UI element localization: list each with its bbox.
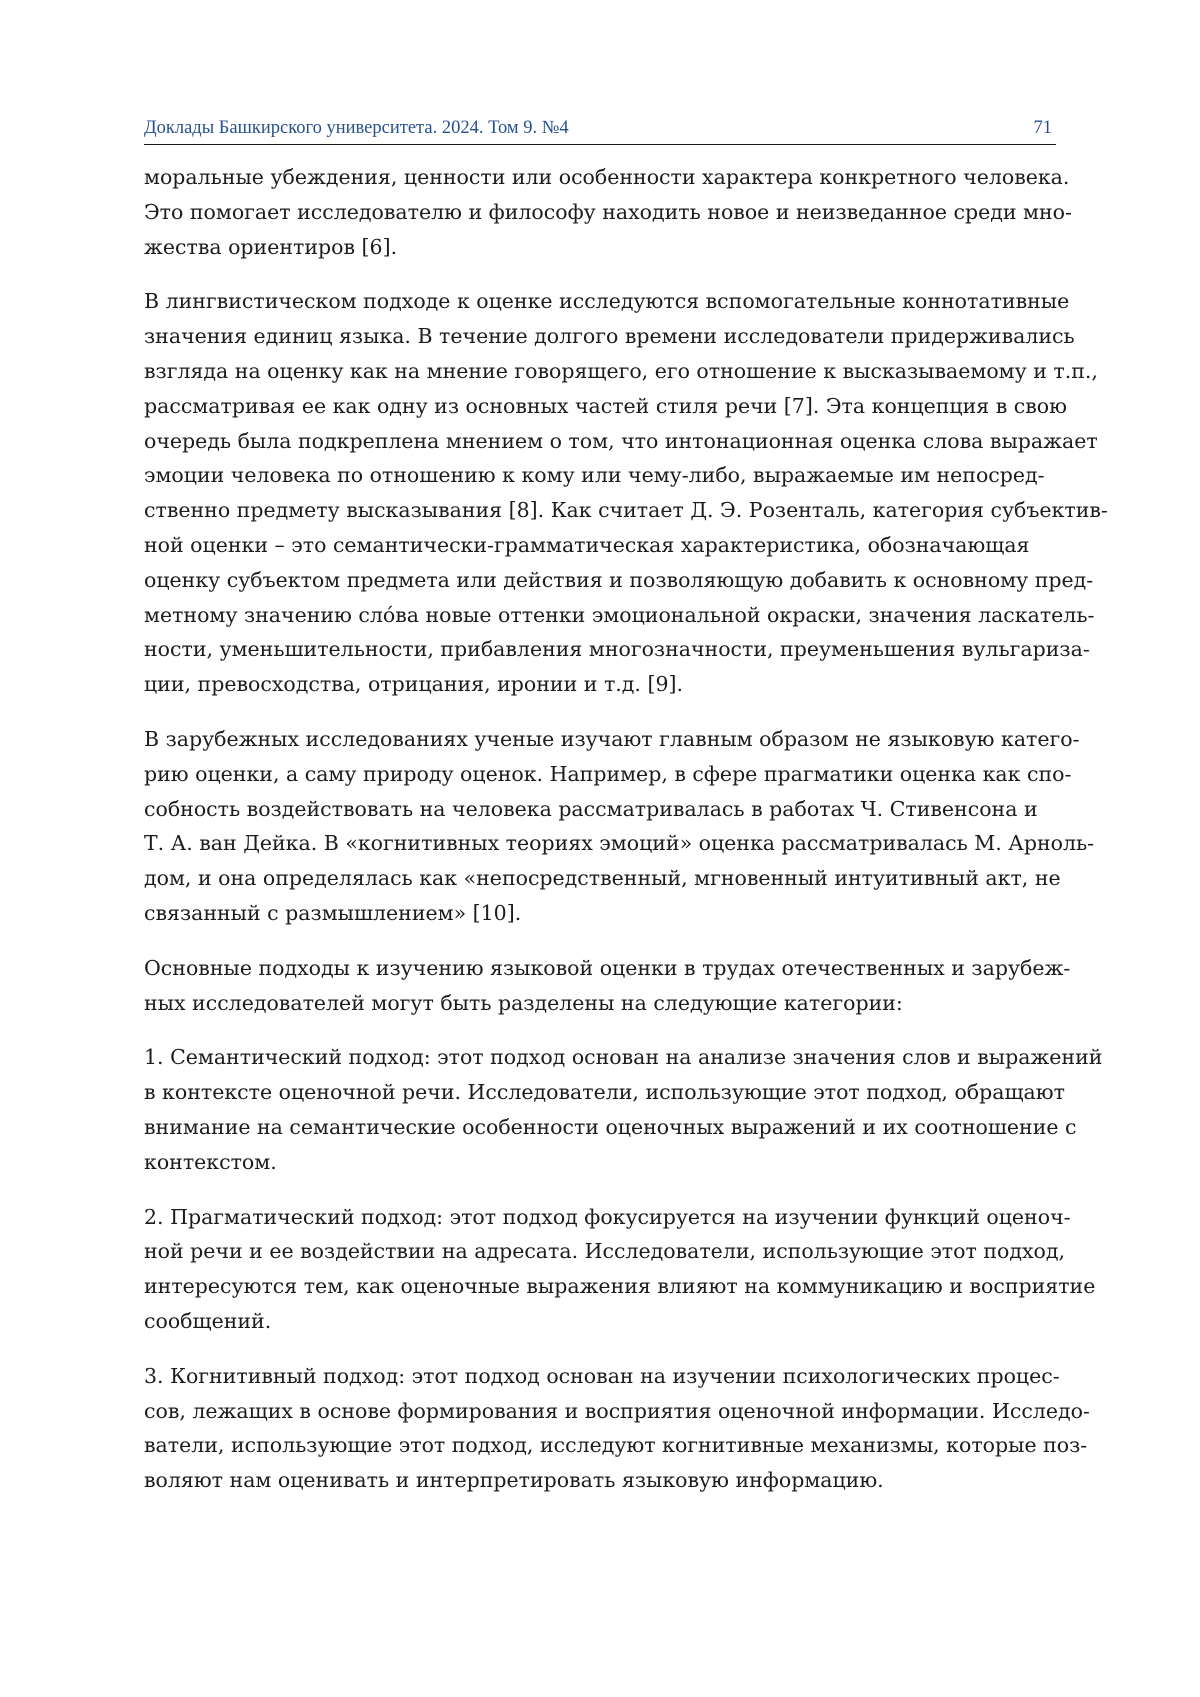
text-line: сов, лежащих в основе формирования и восприятия оценочной информации. Исследо- bbox=[144, 1398, 1090, 1423]
text-line: значения единиц языка. В течение долгого времени исследователи придерживались bbox=[144, 324, 1075, 349]
text-line: Это помогает исследователю и философу находить новое и неизведанное среди мно- bbox=[144, 199, 1072, 224]
text-line: ной оценки – это семантически-грамматическая характеристика, обозначающая bbox=[144, 532, 1030, 557]
paragraph-linguistic-approach bbox=[144, 284, 1108, 702]
text-line: 2. Прагматический подход: этот подход фокусируется на изучении функций оценоч- bbox=[144, 1204, 1071, 1229]
text-line: контекстом. bbox=[144, 1149, 277, 1174]
text-line: очередь была подкреплена мнением о том, что интонационная оценка слова выражает bbox=[144, 428, 1098, 453]
text-line: ции, превосходства, отрицания, иронии и т.д. [9]. bbox=[144, 672, 684, 697]
journal-title: Доклады Башкирского университета. 2024. Том 9. №4 bbox=[144, 118, 569, 138]
paragraph-cognitive-approach bbox=[144, 1359, 1090, 1498]
paragraph-approaches-intro bbox=[144, 951, 1071, 1021]
text-line: ных исследователей могут быть разделены на следующие категории: bbox=[144, 990, 903, 1015]
text-line: В зарубежных исследованиях ученые изучают главным образом не языковую катего- bbox=[144, 726, 1080, 751]
running-header bbox=[144, 116, 1056, 145]
text-line: в контексте оценочной речи. Исследователи, использующие этот подход, обращают bbox=[144, 1080, 1065, 1105]
text-line: дом, и она определялась как «непосредственный, мгновенный интуитивный акт, не bbox=[144, 866, 1061, 891]
text-line: внимание на семантические особенности оценочных выражений и их соотношение с bbox=[144, 1114, 1077, 1139]
text-line: В лингвистическом подходе к оценке исследуются вспомогательные коннотативные bbox=[144, 289, 1070, 314]
text-line: рию оценки, а саму природу оценок. Например, в сфере прагматики оценка как спо- bbox=[144, 761, 1072, 786]
body-text bbox=[144, 160, 1108, 1518]
text-line: метному значению сло́ва новые оттенки эмоциональной окраски, значения ласкатель- bbox=[144, 602, 1095, 627]
text-line: воляют нам оценивать и интерпретировать языковую информацию. bbox=[144, 1468, 884, 1493]
text-line: ственно предмету высказывания [8]. Как считает Д. Э. Розенталь, категория субъектив- bbox=[144, 498, 1108, 523]
paragraph-pragmatic-approach bbox=[144, 1200, 1096, 1339]
text-line: моральные убеждения, ценности или особенности характера конкретного человека. bbox=[144, 165, 1070, 189]
text-line: Т. А. ван Дейка. В «когнитивных теориях эмоций» оценка рассматривалась М. Арноль- bbox=[144, 831, 1095, 856]
page-number: 71 bbox=[1033, 118, 1052, 138]
text-line: интересуются тем, как оценочные выражения влияют на коммуникацию и восприятие bbox=[144, 1274, 1096, 1299]
paragraph-semantic-approach bbox=[144, 1040, 1103, 1179]
text-line: собность воздействовать на человека рассматривалась в работах Ч. Стивенсона и bbox=[144, 796, 1038, 821]
text-line: 3. Когнитивный подход: этот подход основан на изучении психологических процес- bbox=[144, 1363, 1060, 1388]
text-line: эмоции человека по отношению к кому или чему-либо, выражаемые им непосред- bbox=[144, 463, 1045, 488]
text-line: ватели, использующие этот подход, исследуют когнитивные механизмы, которые поз- bbox=[144, 1433, 1088, 1458]
text-line: взгляда на оценку как на мнение говорящего, его отношение к высказываемому и т.п., bbox=[144, 358, 1098, 383]
text-line: ности, уменьшительности, прибавления многозначности, преуменьшения вульгариза- bbox=[144, 637, 1090, 662]
text-line: связанный с размышлением» [10]. bbox=[144, 900, 522, 925]
text-line: Основные подходы к изучению языковой оценки в трудах отечественных и зарубеж- bbox=[144, 955, 1071, 980]
paragraph-continued-ethics bbox=[144, 160, 1072, 264]
text-line: жества ориентиров [6]. bbox=[144, 234, 398, 259]
text-line: ной речи и ее воздействии на адресата. Исследователи, использующие этот подход, bbox=[144, 1239, 1066, 1264]
text-line: 1. Семантический подход: этот подход основан на анализе значения слов и выражений bbox=[144, 1045, 1103, 1070]
text-line: оценку субъектом предмета или действия и позволяющую добавить к основному пред- bbox=[144, 567, 1094, 592]
paragraph-foreign-research bbox=[144, 722, 1095, 931]
text-line: сообщений. bbox=[144, 1308, 272, 1333]
text-line: рассматривая ее как одну из основных частей стиля речи [7]. Эта концепция в свою bbox=[144, 393, 1068, 418]
